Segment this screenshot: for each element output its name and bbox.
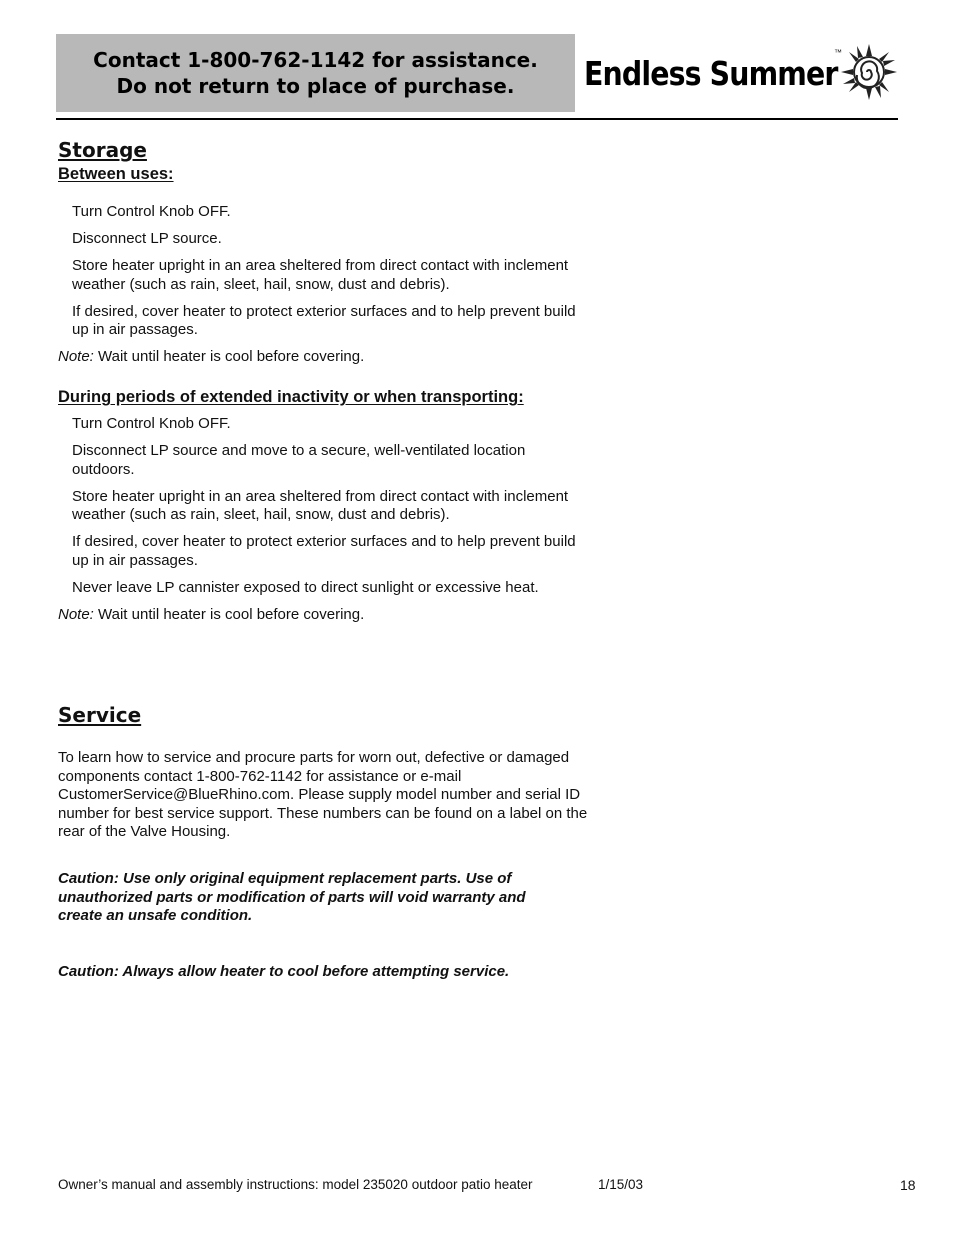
between-uses-note — [58, 348, 588, 367]
caution-replacement-parts: Caution: Use only original equipment replacement parts. Use of unauthorized parts or modification of parts will void warranty and create an unsafe condition. — [58, 869, 526, 925]
list-item: Never leave LP cannister exposed to direct sunlight or excessive heat. — [72, 578, 539, 596]
extended-inactivity-note — [58, 606, 588, 625]
service-title: Service — [58, 703, 142, 727]
list-item: Disconnect LP source. — [72, 229, 222, 247]
service-body: To learn how to service and procure parts for worn out, defective or damaged components contact 1-800-762-1142 for assistance or e-mail CustomerService@BlueRhino.com. Please supply model number and serial ID number for best service support. These numbers can be found on a label on the rear of the Valve Housing. — [58, 749, 588, 841]
caution-cool-before-service: Caution: Always allow heater to cool before attempting service. — [58, 962, 510, 980]
header-divider — [56, 118, 898, 120]
footer-date: 1/15/03 — [598, 1177, 644, 1192]
note-text: Wait until heater is cool before covering. — [93, 348, 365, 366]
list-item: If desired, cover heater to protect exterior surfaces and to help prevent build up in air passages. — [72, 302, 576, 339]
list-item: Disconnect LP source and move to a secure, well-ventilated location outdoors. — [72, 441, 526, 478]
brand-logo — [584, 42, 904, 104]
trademark-symbol: ™ — [834, 48, 842, 57]
extended-inactivity-heading: During periods of extended inactivity or when transporting: — [58, 388, 524, 406]
footer-manual-title: Owner’s manual and assembly instructions: model 235020 outdoor patio heater — [58, 1177, 533, 1192]
note-label: Note: — [58, 348, 94, 366]
note-label: Note: — [58, 605, 94, 623]
list-item: Store heater upright in an area sheltered from direct contact with inclement weather (such as rain, sleet, hail, snow, dust and debris). — [72, 256, 569, 293]
list-item: Turn Control Knob OFF. — [72, 415, 231, 432]
page-number: 18 — [900, 1177, 916, 1193]
storage-section — [58, 138, 588, 367]
storage-title: Storage — [58, 138, 147, 162]
between-uses-heading: Between uses: — [58, 165, 174, 183]
extended-inactivity-section — [58, 388, 588, 624]
contact-line-1: Contact 1-800-762-1142 for assistance. — [93, 48, 538, 72]
extended-inactivity-list — [58, 415, 588, 597]
list-item: Store heater upright in an area sheltered from direct contact with inclement weather (such as rain, sleet, hail, snow, dust and debris). — [72, 487, 569, 524]
sun-spiral-icon — [839, 42, 899, 102]
list-item: If desired, cover heater to protect exterior surfaces and to help prevent build up in air passages. — [72, 533, 576, 569]
contact-banner — [56, 34, 575, 112]
note-text: Wait until heater is cool before covering. — [93, 605, 365, 623]
between-uses-list — [58, 203, 588, 340]
service-section — [58, 703, 588, 981]
brand-name: Endless Summer — [584, 53, 838, 93]
contact-line-2: Do not return to place of purchase. — [116, 74, 515, 98]
list-item: Turn Control Knob OFF. — [72, 203, 231, 220]
